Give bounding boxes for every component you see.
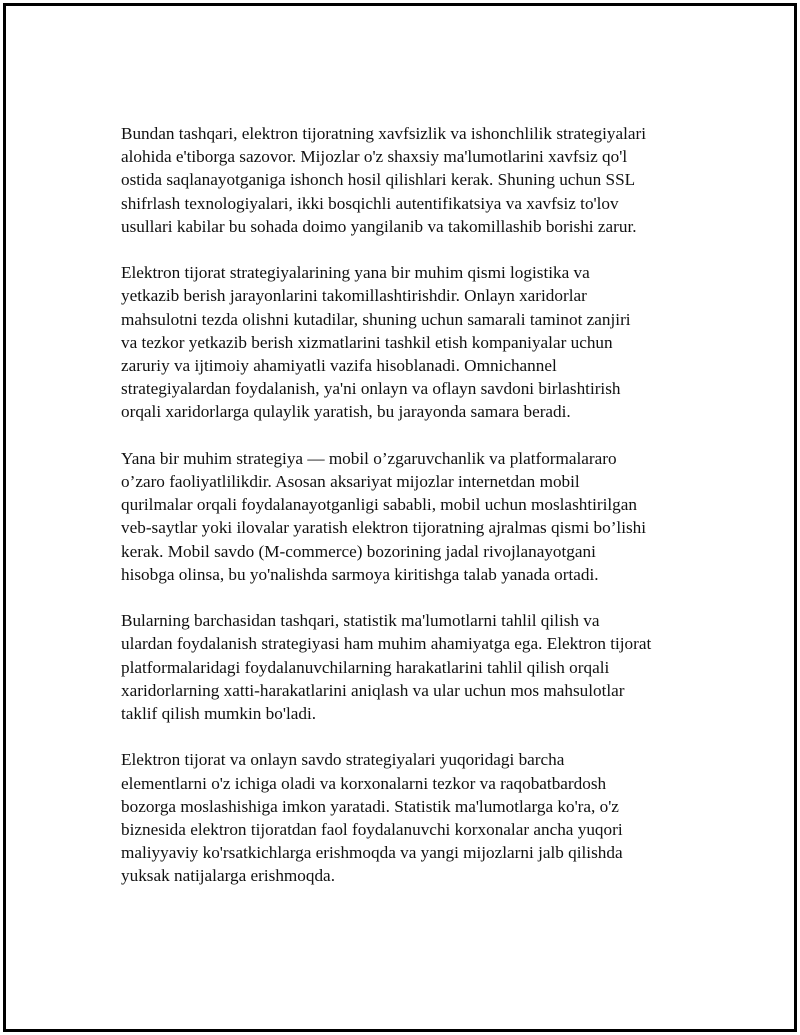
document-body [121, 122, 711, 911]
paragraph-analytics [121, 609, 711, 725]
text-line: yetkazib berish jarayonlarini takomillashtirishdir. Onlayn xaridorlar [121, 286, 587, 306]
text-line: biznesida elektron tijoratdan faol foydalanuvchi korxonalar ancha yuqori [121, 820, 623, 840]
text-line: elementlarni o'z ichiga oladi va korxonalarni tezkor va raqobatbardosh [121, 773, 607, 793]
text-line: ulardan foydalanish strategiyasi ham muhim ahamiyatga ega. Elektron tijorat [121, 634, 652, 654]
text-line: Bundan tashqari, elektron tijoratning xavfsizlik va ishonchlilik strategiyalari [121, 124, 647, 143]
text-line: yuksak natijalarga erishmoqda. [121, 866, 335, 886]
text-line: Bularning barchasidan tashqari, statistik ma'lumotlarni tahlil qilish va [121, 611, 600, 631]
text-line: kerak. Mobil savdo (M-commerce) bozorining jadal rivojlanayotgani [121, 541, 596, 561]
text-line: alohida e'tiborga sazovor. Mijozlar o'z shaxsiy ma'lumotlarini xavfsiz qo'l [121, 147, 628, 167]
paragraph-security [121, 122, 711, 238]
text-line: strategiyalardan foydalanish, ya'ni onlayn va oflayn savdoni birlashtirish [121, 379, 621, 399]
text-line: usullari kabilar bu sohada doimo yangilanib va takomillashib borishi zarur. [121, 216, 637, 236]
text-line: veb-saytlar yoki ilovalar yaratish elektron tijoratning ajralmas qismi bo’lishi [121, 518, 647, 538]
paragraph-conclusion [121, 748, 711, 887]
text-line: orqali xaridorlarga qulaylik yaratish, bu jarayonda samara beradi. [121, 402, 571, 422]
text-line: platformalaridagi foydalanuvchilarning harakatlarini tahlil qilish orqali [121, 657, 610, 677]
paragraph-logistics [121, 261, 711, 423]
text-line: xaridorlarning xatti-harakatlarini aniqlash va ular uchun mos mahsulotlar [121, 680, 625, 700]
text-line: Elektron tijorat strategiyalarining yana bir muhim qismi logistika va [121, 263, 590, 283]
text-line: bozorga moslashishiga imkon yaratadi. Statistik ma'lumotlarga ko'ra, o'z [121, 796, 619, 816]
text-line: zaruriy va ijtimoiy ahamiyatli vazifa hisoblanadi. Omnichannel [121, 356, 557, 376]
text-line: maliyyaviy ko'rsatkichlarga erishmoqda va yangi mijozlarni jalb qilishda [121, 843, 623, 863]
text-line: ostida saqlanayotganiga ishonch hosil qilishlari kerak. Shuning uchun SSL [121, 170, 636, 190]
paragraph-mobile [121, 447, 711, 586]
text-line: qurilmalar orqali foydalanayotganligi sababli, mobil uchun moslashtirilgan [121, 495, 637, 515]
text-line: Yana bir muhim strategiya — mobil o’zgaruvchanlik va platformalararo [121, 448, 617, 468]
text-line: hisobga olinsa, bu yo'nalishda sarmoya kiritishga talab yanada ortadi. [121, 564, 599, 584]
text-line: taklif qilish mumkin bo'ladi. [121, 704, 317, 724]
text-line: Elektron tijorat va onlayn savdo strategiyalari yuqoridagi barcha [121, 750, 565, 770]
text-line: o’zaro faoliyatlilikdir. Asosan aksariyat mijozlar internetdan mobil [121, 472, 580, 492]
text-line: mahsulotni tezda olishni kutadilar, shuning uchun samarali taminot zanjiri [121, 309, 631, 329]
text-line: shifrlash texnologiyalari, ikki bosqichli autentifikatsiya va xavfsiz to'lov [121, 193, 619, 213]
text-line: va tezkor yetkazib berish xizmatlarini tashkil etish kompaniyalar uchun [121, 332, 613, 352]
page-frame [3, 3, 797, 1032]
